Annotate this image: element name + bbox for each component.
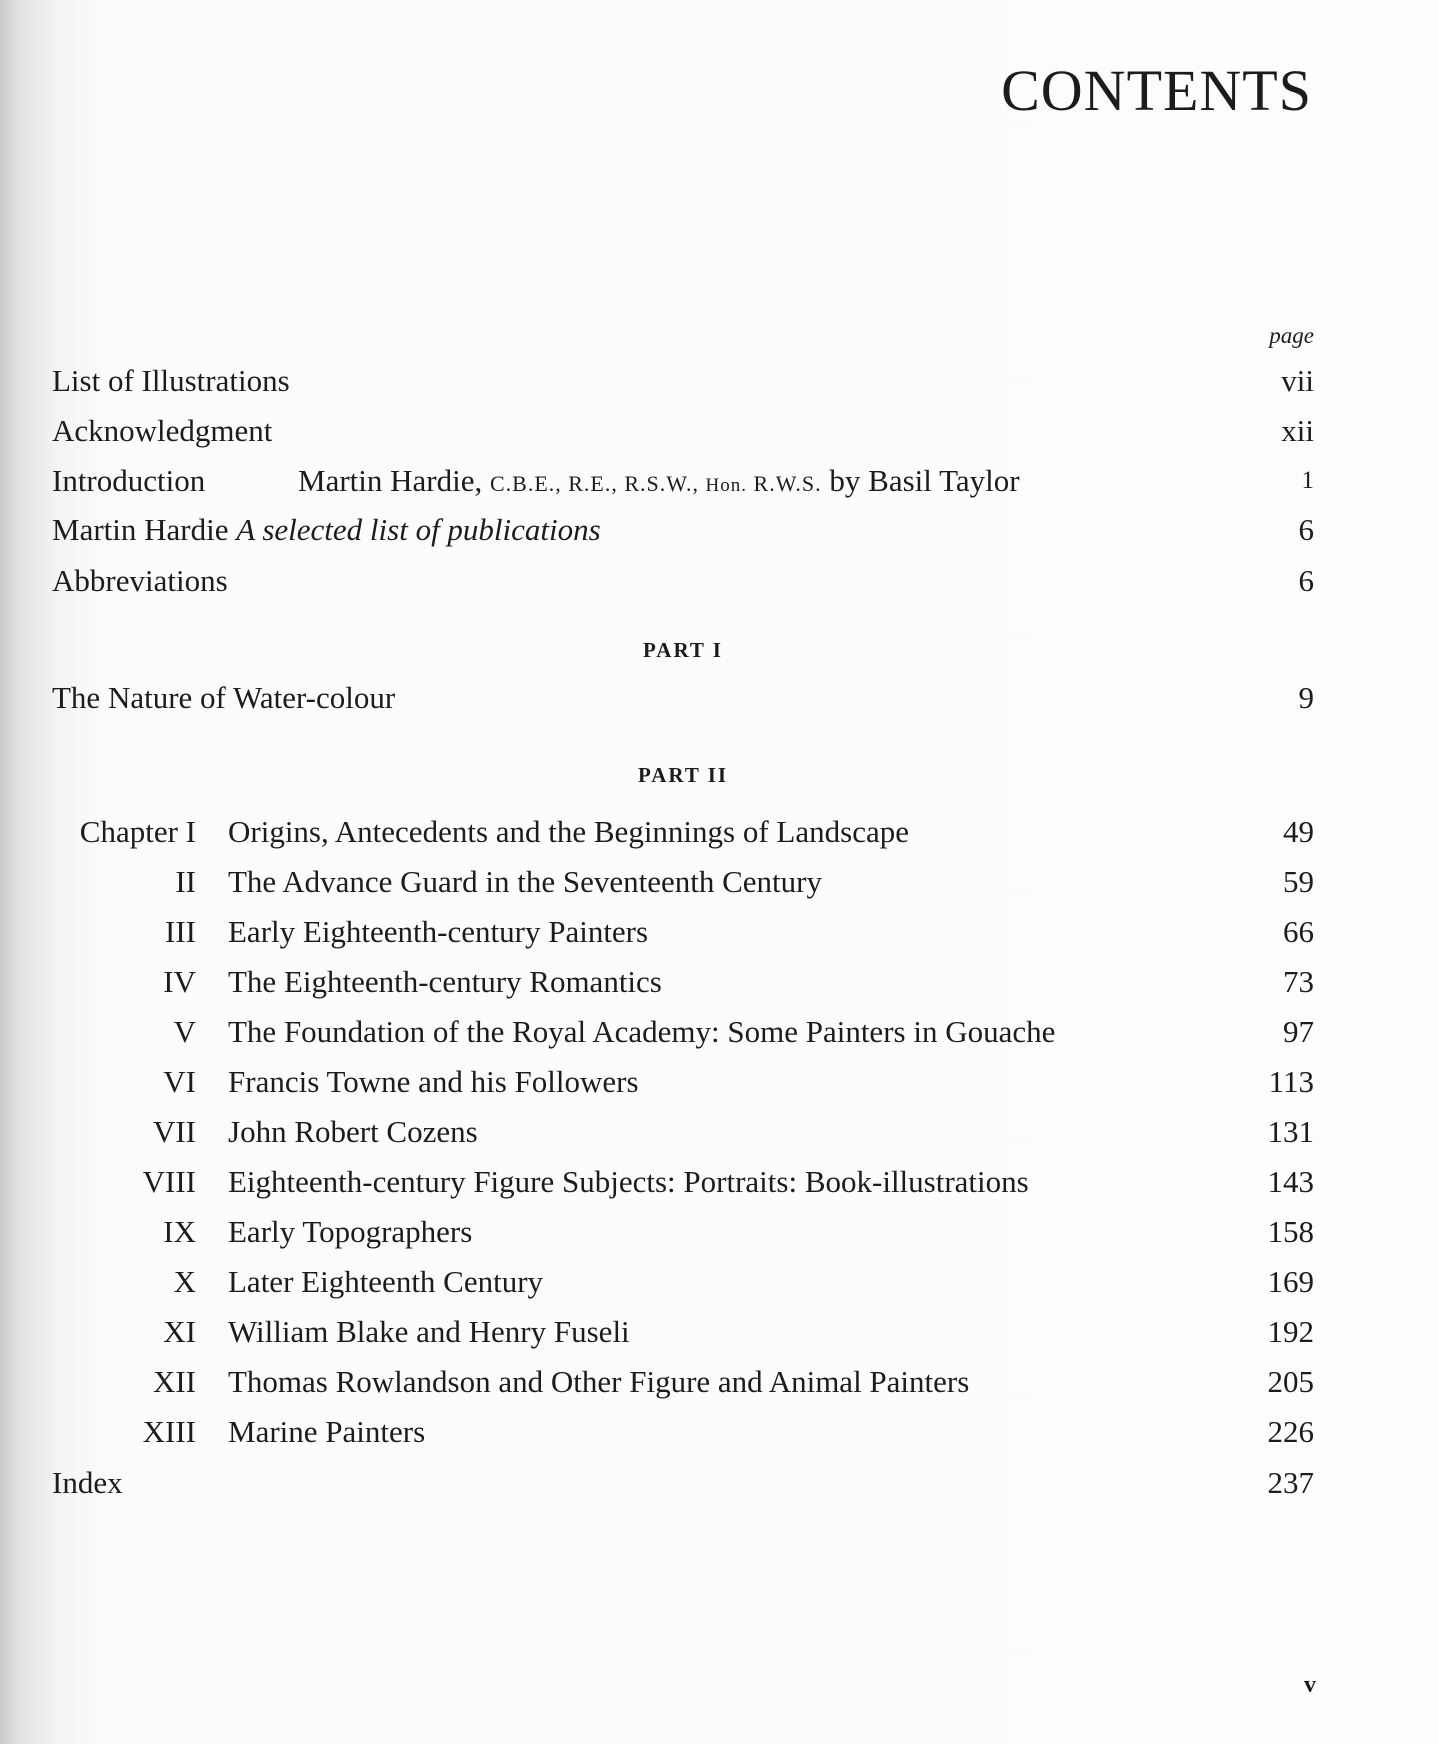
- page-column-label: page: [1269, 323, 1314, 348]
- toc-chapter-8: [0, 1162, 1438, 1202]
- toc-chapter-11: [0, 1312, 1438, 1352]
- chapter-number: XIII: [142, 1414, 196, 1449]
- toc-entry-publications: [0, 510, 1438, 550]
- toc-entry-abbreviations: [0, 561, 1438, 601]
- chapter-page: 49: [1283, 814, 1314, 849]
- toc-chapter-4: [0, 962, 1438, 1002]
- chapter-page: 226: [1267, 1414, 1314, 1449]
- toc-entry-page: 1: [1301, 467, 1314, 494]
- chapter-title: William Blake and Henry Fuseli: [228, 1314, 630, 1349]
- toc-entry-label: [52, 510, 601, 550]
- toc-chapter-7: [0, 1112, 1438, 1152]
- chapter-title: The Eighteenth-century Romantics: [228, 964, 662, 999]
- chapter-title: John Robert Cozens: [228, 1114, 478, 1149]
- toc-entry-page: xii: [1281, 413, 1314, 448]
- chapter-number: VIII: [142, 1164, 196, 1199]
- publications-name: Martin Hardie: [52, 512, 237, 547]
- chapter-title: The Foundation of the Royal Academy: Some Painters in Gouache: [228, 1014, 1056, 1049]
- chapter-title: Thomas Rowlandson and Other Figure and Animal Painters: [228, 1364, 970, 1399]
- chapter-number: IX: [163, 1214, 196, 1249]
- publications-subtitle: A selected list of publications: [236, 512, 601, 547]
- honours-part-1: C.B.E., R.E., R.S.W.,: [489, 471, 706, 496]
- chapter-page: 131: [1267, 1114, 1314, 1149]
- toc-chapter-1: [0, 812, 1438, 852]
- chapter-number: XI: [163, 1314, 196, 1349]
- toc-chapter-13: [0, 1412, 1438, 1452]
- toc-entry-label: List of Illustrations: [52, 363, 290, 398]
- toc-chapter-6: [0, 1062, 1438, 1102]
- chapter-number: II: [175, 864, 196, 899]
- chapter-title: Early Topographers: [228, 1214, 473, 1249]
- chapter-number: VII: [152, 1114, 196, 1149]
- chapter-number: III: [165, 914, 196, 949]
- toc-entry-list-of-illustrations: [0, 361, 1438, 401]
- chapter-number: VI: [163, 1064, 196, 1099]
- chapter-page: 73: [1283, 964, 1314, 999]
- toc-chapter-9: [0, 1212, 1438, 1252]
- toc-entry-label: Introduction: [52, 463, 206, 498]
- toc-entry-label: Acknowledgment: [52, 413, 273, 448]
- chapter-number: Chapter I: [79, 814, 196, 849]
- introduction-by-author: by Basil Taylor: [821, 463, 1020, 498]
- chapter-number: IV: [163, 964, 196, 999]
- chapter-title: Francis Towne and his Followers: [228, 1064, 639, 1099]
- chapter-number: X: [173, 1264, 196, 1299]
- chapter-page: 143: [1267, 1164, 1314, 1199]
- toc-entry-label: Abbreviations: [52, 563, 228, 598]
- chapter-page: 113: [1268, 1064, 1314, 1099]
- honours-part-2: R.W.S.: [747, 471, 822, 496]
- chapter-page: 169: [1267, 1264, 1314, 1299]
- toc-entry-page: 237: [1267, 1465, 1314, 1500]
- chapter-page: 59: [1283, 864, 1314, 899]
- chapter-page: 205: [1267, 1364, 1314, 1399]
- toc-entry-page: vii: [1281, 363, 1314, 398]
- introduction-honours: [490, 471, 822, 496]
- introduction-subject-name: Martin Hardie,: [298, 463, 490, 498]
- toc-entry-page: 9: [1298, 680, 1314, 715]
- chapter-title: The Advance Guard in the Seventeenth Century: [228, 864, 822, 899]
- toc-chapter-10: [0, 1262, 1438, 1302]
- chapter-title: Origins, Antecedents and the Beginnings of Landscape: [228, 814, 909, 849]
- page-title: CONTENTS: [1001, 58, 1312, 123]
- chapter-page: 66: [1283, 914, 1314, 949]
- toc-entry-label: Index: [52, 1465, 123, 1500]
- toc-entry-page: 6: [1298, 563, 1314, 598]
- toc-chapter-2: [0, 862, 1438, 902]
- chapter-title: Eighteenth-century Figure Subjects: Portraits: Book-illustrations: [228, 1164, 1029, 1199]
- introduction-author-line: [298, 461, 1020, 506]
- toc-entry-nature-of-water-colour: [0, 678, 1438, 718]
- toc-chapter-5: [0, 1012, 1438, 1052]
- chapter-title: Early Eighteenth-century Painters: [228, 914, 649, 949]
- part-1-heading: PART I: [643, 638, 723, 662]
- page-folio: v: [1304, 1672, 1316, 1698]
- toc-entry-index: [0, 1463, 1438, 1503]
- chapter-page: 158: [1267, 1214, 1314, 1249]
- part-2-heading: PART II: [637, 763, 729, 787]
- toc-chapter-12: [0, 1362, 1438, 1402]
- chapter-title: Marine Painters: [228, 1414, 426, 1449]
- chapter-title: Later Eighteenth Century: [228, 1264, 544, 1299]
- toc-entry-page: 6: [1298, 512, 1314, 547]
- toc-entry-label: The Nature of Water-colour: [52, 680, 396, 715]
- chapter-page: 192: [1267, 1314, 1314, 1349]
- chapter-number: XII: [152, 1364, 196, 1399]
- honours-hon: Hon.: [705, 475, 748, 496]
- toc-chapter-3: [0, 912, 1438, 952]
- chapter-page: 97: [1283, 1014, 1314, 1049]
- toc-entry-introduction: [0, 461, 1438, 501]
- chapter-number: V: [173, 1014, 196, 1049]
- toc-entry-acknowledgment: [0, 411, 1438, 451]
